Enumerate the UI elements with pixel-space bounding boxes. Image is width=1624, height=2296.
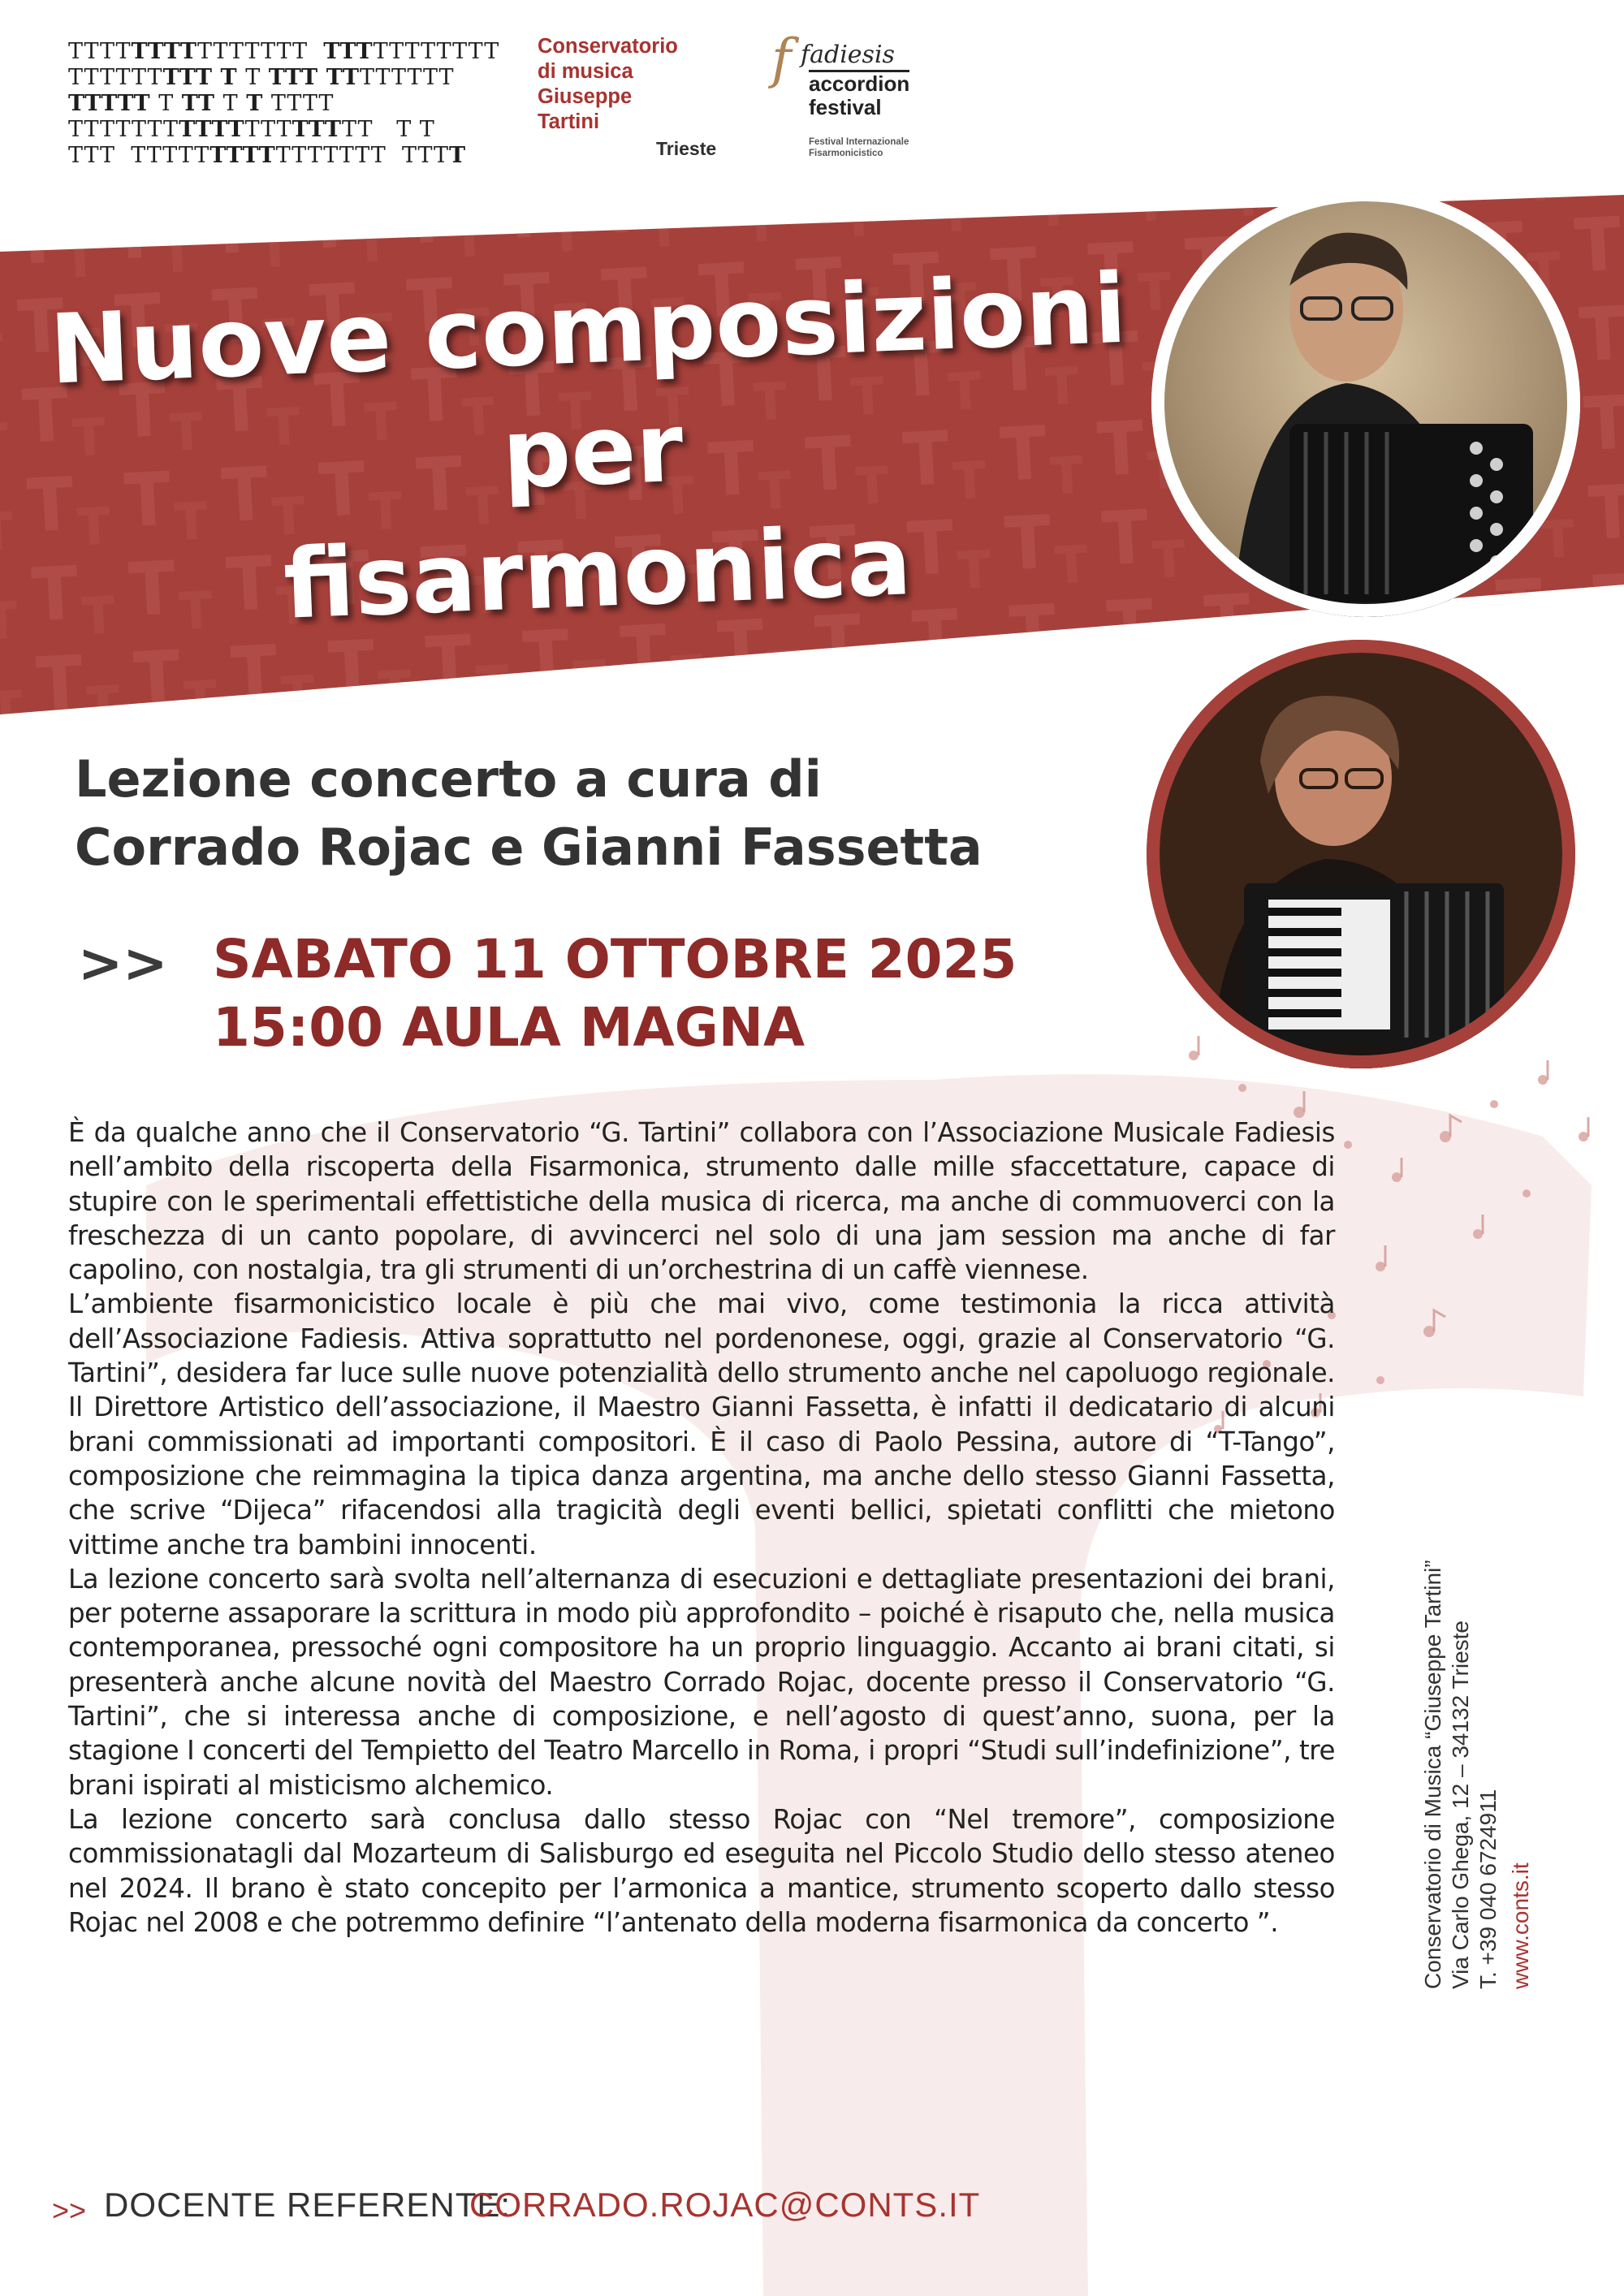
contact-teacher-label: DOCENTE REFERENTE: — [104, 2186, 512, 2224]
accordionist-photo-1-graphic — [1151, 188, 1580, 617]
conservatorio-logo-line: Conservatorio — [538, 35, 678, 58]
conservatorio-logo-line: di musica — [538, 60, 633, 83]
contact-address — [1419, 1372, 1535, 1989]
fadiesis-festival-logo — [771, 28, 942, 170]
contact-email-link[interactable]: CORRADO.ROJAC@CONTS.IT — [469, 2186, 981, 2224]
address-line: Via Carlo Ghega, 12 – 34132 Trieste — [1448, 1620, 1473, 1989]
conservatorio-logo — [538, 34, 749, 135]
title-line: Nuove composizioni — [47, 252, 1129, 406]
event-title — [26, 247, 1160, 655]
conservatorio-logo-line: Tartini — [538, 110, 600, 133]
subtitle-line: Lezione concerto a cura di — [75, 749, 822, 809]
performer-photo-1 — [1151, 188, 1580, 617]
description-paragraph: È da qualche anno che il Conservatorio “G. Tartini” collabora con l’Associazione Musicale Fadiesis nell’ambito della riscoperta della Fisarmonica, strumento dalle mille sfaccettature, capace di stupire con le sperimentali effettistiche della musica di ricerca, ma anche di commuoverci con la freschezza di un canto popolare, di avvincerci nel solo di una jam session ma anche di far capolino, con nostalgia, tra gli strumenti di un’orchestrina di un caffè viennese. — [68, 1117, 1335, 1286]
description-text — [68, 1116, 1335, 1940]
description-paragraph: La lezione concerto sarà svolta nell’alternanza di esecuzioni e dettagliate presentazioni dei brani, per poterne assaporare la scrittura in modo più approfondito – poiché è risaputo che, nella musica contemporanea, pressoché ogni compositore ha un proprio linguaggio. Accanto ai brani citati, si presenterà anche alcune novità del Maestro Corrado Rojac, docente presso il Conservatorio “G. Tartini”, che si interessa anche di composizione, e nell’agosto di quest’anno, suona, per la stagione I concerti del Tempietto del Teatro Marcello in Roma, i propri “Studi sull’indefinizione”, tre brani ispirati al misticismo alchemico. — [68, 1563, 1335, 1801]
event-date: SABATO 11 OTTOBRE 2025 — [213, 928, 1017, 990]
title-line: per — [500, 391, 685, 511]
conservatorio-logo-line: Giuseppe — [538, 85, 633, 108]
address-line: Conservatorio di Musica “Giuseppe Tartini” — [1420, 1560, 1445, 1989]
accordionist-photo-2-graphic — [1147, 640, 1575, 1068]
date-arrow-icon: >> — [78, 932, 168, 995]
title-line: fisarmonica — [281, 504, 914, 641]
event-time-place: 15:00 AULA MAGNA — [213, 996, 806, 1059]
performer-photo-2 — [1147, 640, 1575, 1068]
t-pattern-logo: TTTTTTTTTTTTTTT TTTTTTTTTTT TTTTTTTTT T T TTT TTTTTTTT TTTTT T TT T T TTTT TTTTTTTTTTTTTTTTTTT T T TTT TTTTTTTTTTTTTTTT TTTT — [68, 39, 500, 168]
description-paragraph: La lezione concerto sarà conclusa dallo stesso Rojac con “Nel tremore”, composizione commissionatagli dal Mozarteum di Salisburgo ed eseguita nel Piccolo Studio dello stesso ateneo nel 2024. Il brano è stato concepito per l’armonica a mantice, strumento scoperto dallo stesso Rojac nel 2008 e che potremmo definire “l’antenato della moderna fisarmonica da concerto ”. — [68, 1803, 1335, 1938]
event-date-block — [213, 926, 1017, 1062]
lecture-subtitle — [75, 745, 983, 882]
fadiesis-name: fadiesis — [801, 41, 895, 69]
fadiesis-subtitle: Festival Internazionale Fisarmonicistico — [809, 137, 909, 158]
description-paragraph: L’ambiente fisarmonicistico locale è più che mai vivo, come testimonia la ricca attività dell’Associazione Fadiesis. Attiva soprattutto nel pordenonese, oggi, grazie al Conservatorio “G. Tartini”, desidera far luce sulle nuove potenzialità dello strumento anche nel capoluogo regionale. Il Direttore Artistico dell’associazione, il Maestro Gianni Fassetta, è infatti il dedicatario di alcuni brani commissionati ad importanti compositori. È il caso di Paolo Pessina, autore di “T-Tango”, composizione che reimmagina la tipica danza argentina, ma anche dello stesso Gianni Fassetta, che scrive “Dijeca” rifacendosi alla tragicità degli eventi bellici, spietati conflitti che mietono vittime anche tra bambini innocenti. — [68, 1288, 1335, 1560]
conservatorio-city: Trieste — [656, 138, 717, 159]
address-line: T. +39 040 6724911 — [1475, 1789, 1501, 1989]
fadiesis-accordion: accordion — [809, 71, 910, 96]
website-link[interactable]: www.conts.it — [1508, 1862, 1533, 1989]
footer-arrow-icon: >> — [52, 2194, 87, 2227]
fadiesis-festival: festival — [809, 95, 882, 119]
subtitle-line: Corrado Rojac e Gianni Fassetta — [75, 818, 983, 877]
fadiesis-f-glyph: f — [771, 28, 792, 90]
